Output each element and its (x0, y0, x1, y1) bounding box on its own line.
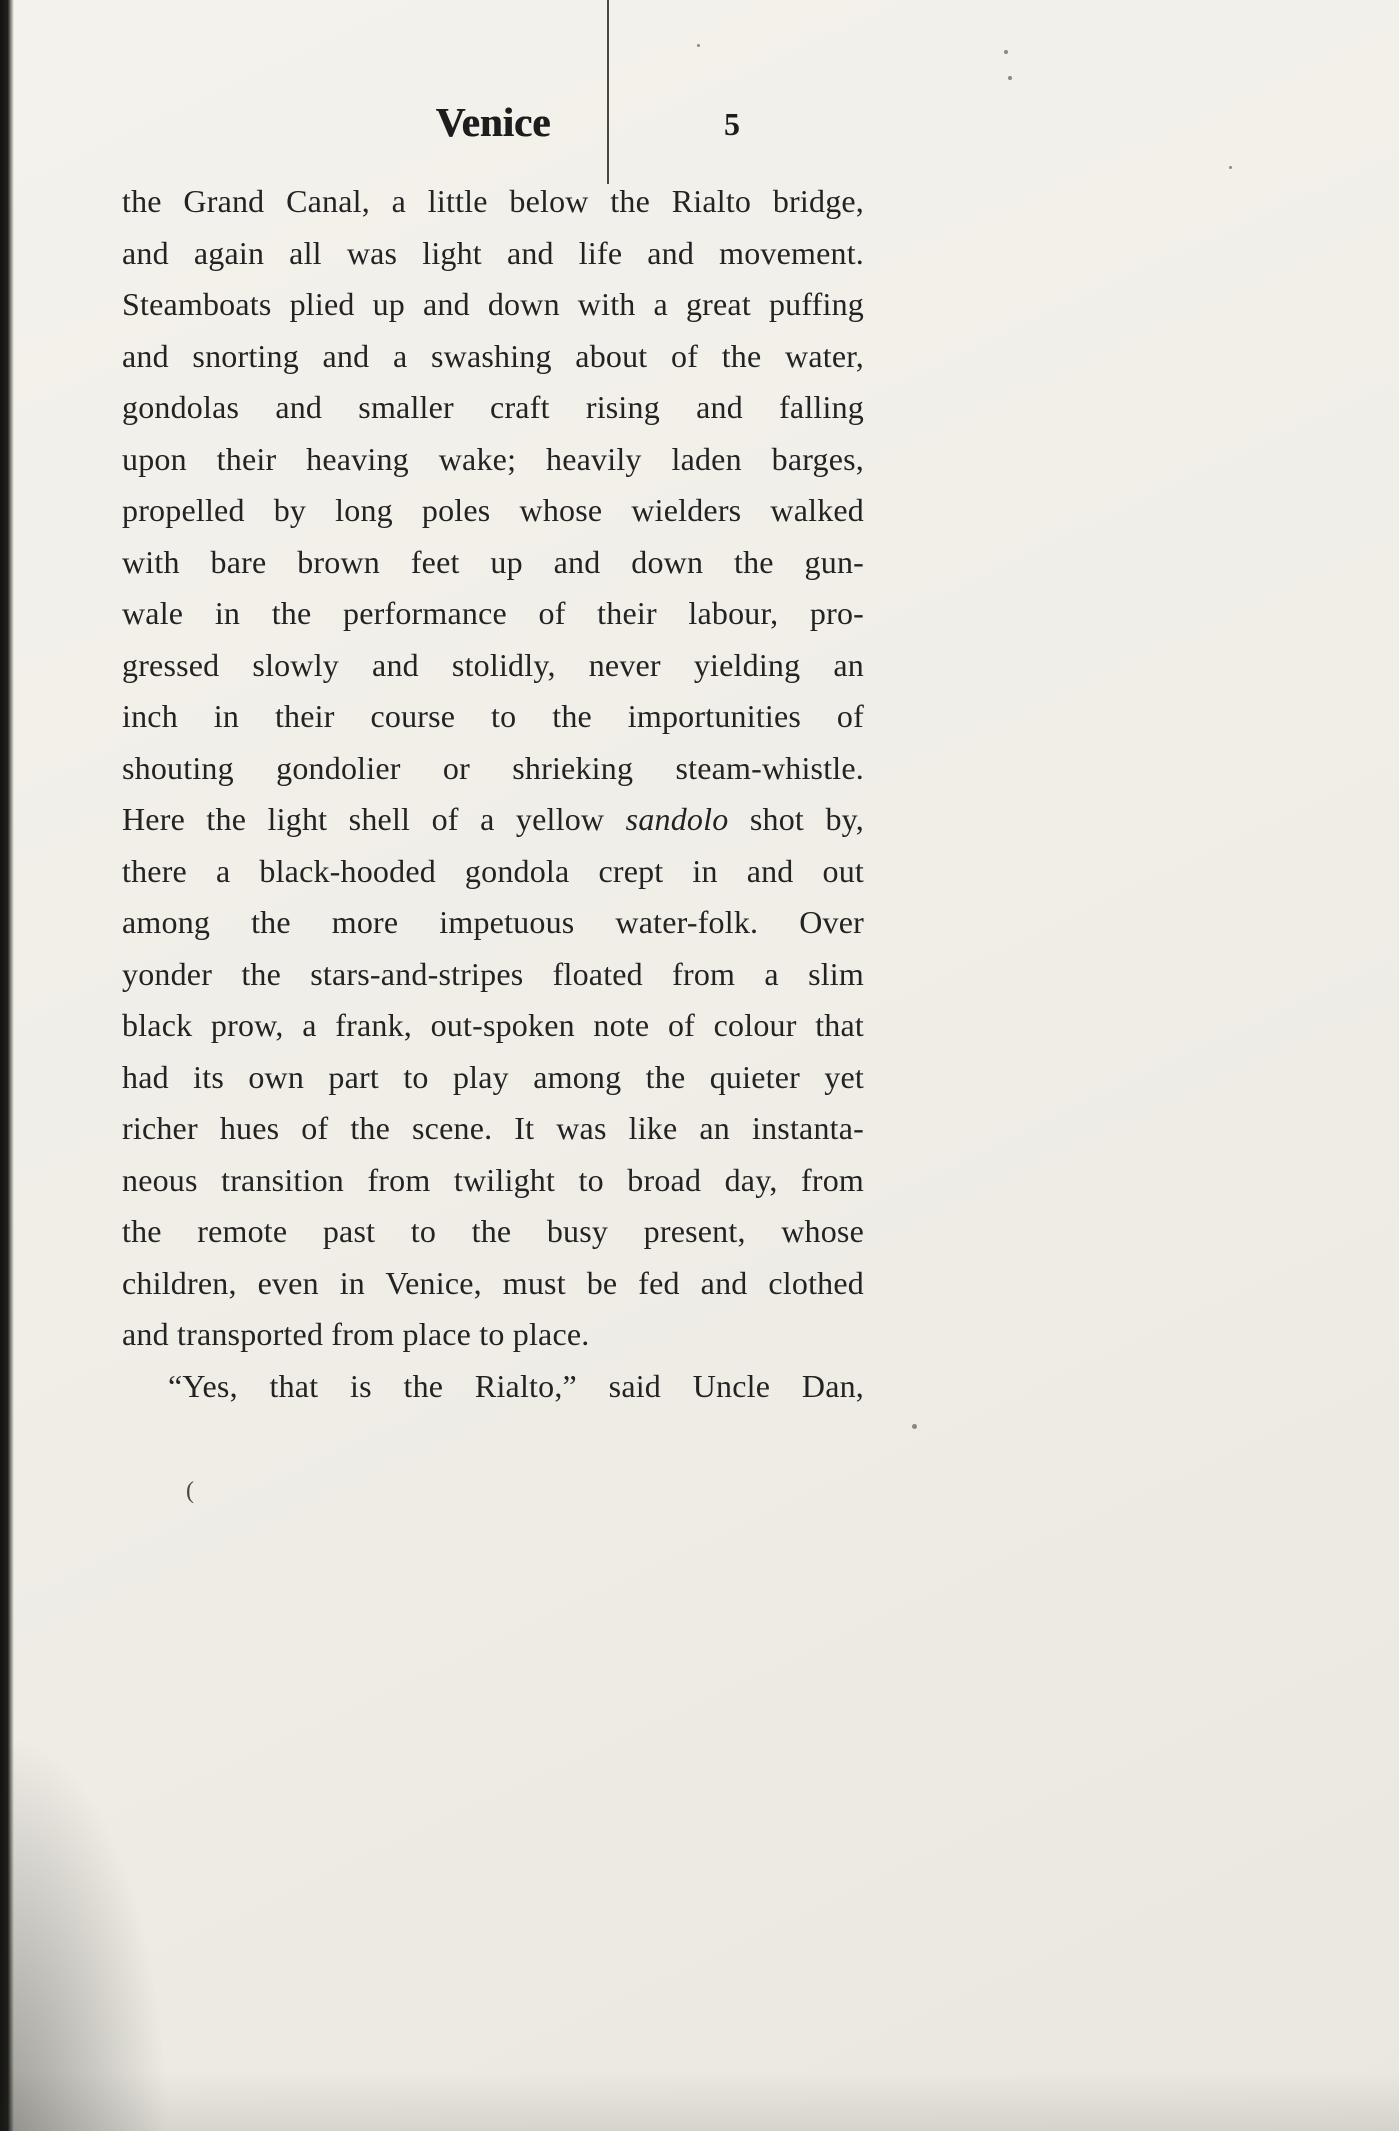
text-line: had its own part to play among the quieter yet (122, 1058, 864, 1095)
text-line: neous transition from twilight to broad day, from (122, 1161, 864, 1198)
text-line: with bare brown feet up and down the gun- (122, 543, 864, 580)
text-line: Steamboats plied up and down with a great puffing (122, 286, 864, 322)
scan-speck (1229, 166, 1232, 169)
text-line: gressed slowly and stolidly, never yielding an (122, 646, 864, 683)
scan-bottom-vignette (0, 2071, 1399, 2131)
text-line: yonder the stars-and-stripes floated from a slim (122, 955, 864, 992)
scan-line-artifact (607, 0, 609, 184)
scan-speck (697, 44, 700, 47)
page-header-title: Venice (435, 99, 551, 145)
text-line: and again all was light and life and movement. (122, 234, 864, 271)
italic-word: sandolo (625, 801, 729, 837)
text-line: black prow, a frank, out-spoken note of colour that (122, 1007, 864, 1043)
text-line (122, 794, 864, 846)
text-line: and snorting and a swashing about of the water, (122, 337, 864, 374)
text-line: the Grand Canal, a little below the Rialto bridge, (122, 183, 864, 219)
text-line: children, even in Venice, must be fed and clothed (122, 1264, 864, 1301)
text-line: there a black-hooded gondola crept in and out (122, 852, 864, 889)
text-line: richer hues of the scene. It was like an instanta- (122, 1110, 864, 1146)
text-segment: Here the light shell of a yellow (122, 801, 626, 837)
text-line: inch in their course to the importunities of (122, 698, 864, 734)
text-segment: shot by, (728, 801, 864, 837)
text-line: upon their heaving wake; heavily laden barges, (122, 440, 864, 477)
page-number: 5 (724, 106, 740, 142)
scan-speck (912, 1424, 917, 1429)
scan-speck (1008, 76, 1012, 80)
text-line: propelled by long poles whose wielders walked (122, 492, 864, 528)
scan-stray-mark: ( (186, 1478, 194, 1504)
scan-speck (1004, 50, 1008, 54)
text-line: among the more impetuous water-folk. Over (122, 904, 864, 940)
text-line: and transported from place to place. (122, 1316, 590, 1352)
body-text (122, 176, 864, 1412)
text-line: wale in the performance of their labour, pro- (122, 595, 864, 631)
text-line: the remote past to the busy present, whose (122, 1213, 864, 1249)
text-line: shouting gondolier or shrieking steam-whistle. (122, 749, 864, 786)
text-line: “Yes, that is the Rialto,” said Uncle Dan, (168, 1367, 864, 1404)
text-line: gondolas and smaller craft rising and falling (122, 389, 864, 425)
